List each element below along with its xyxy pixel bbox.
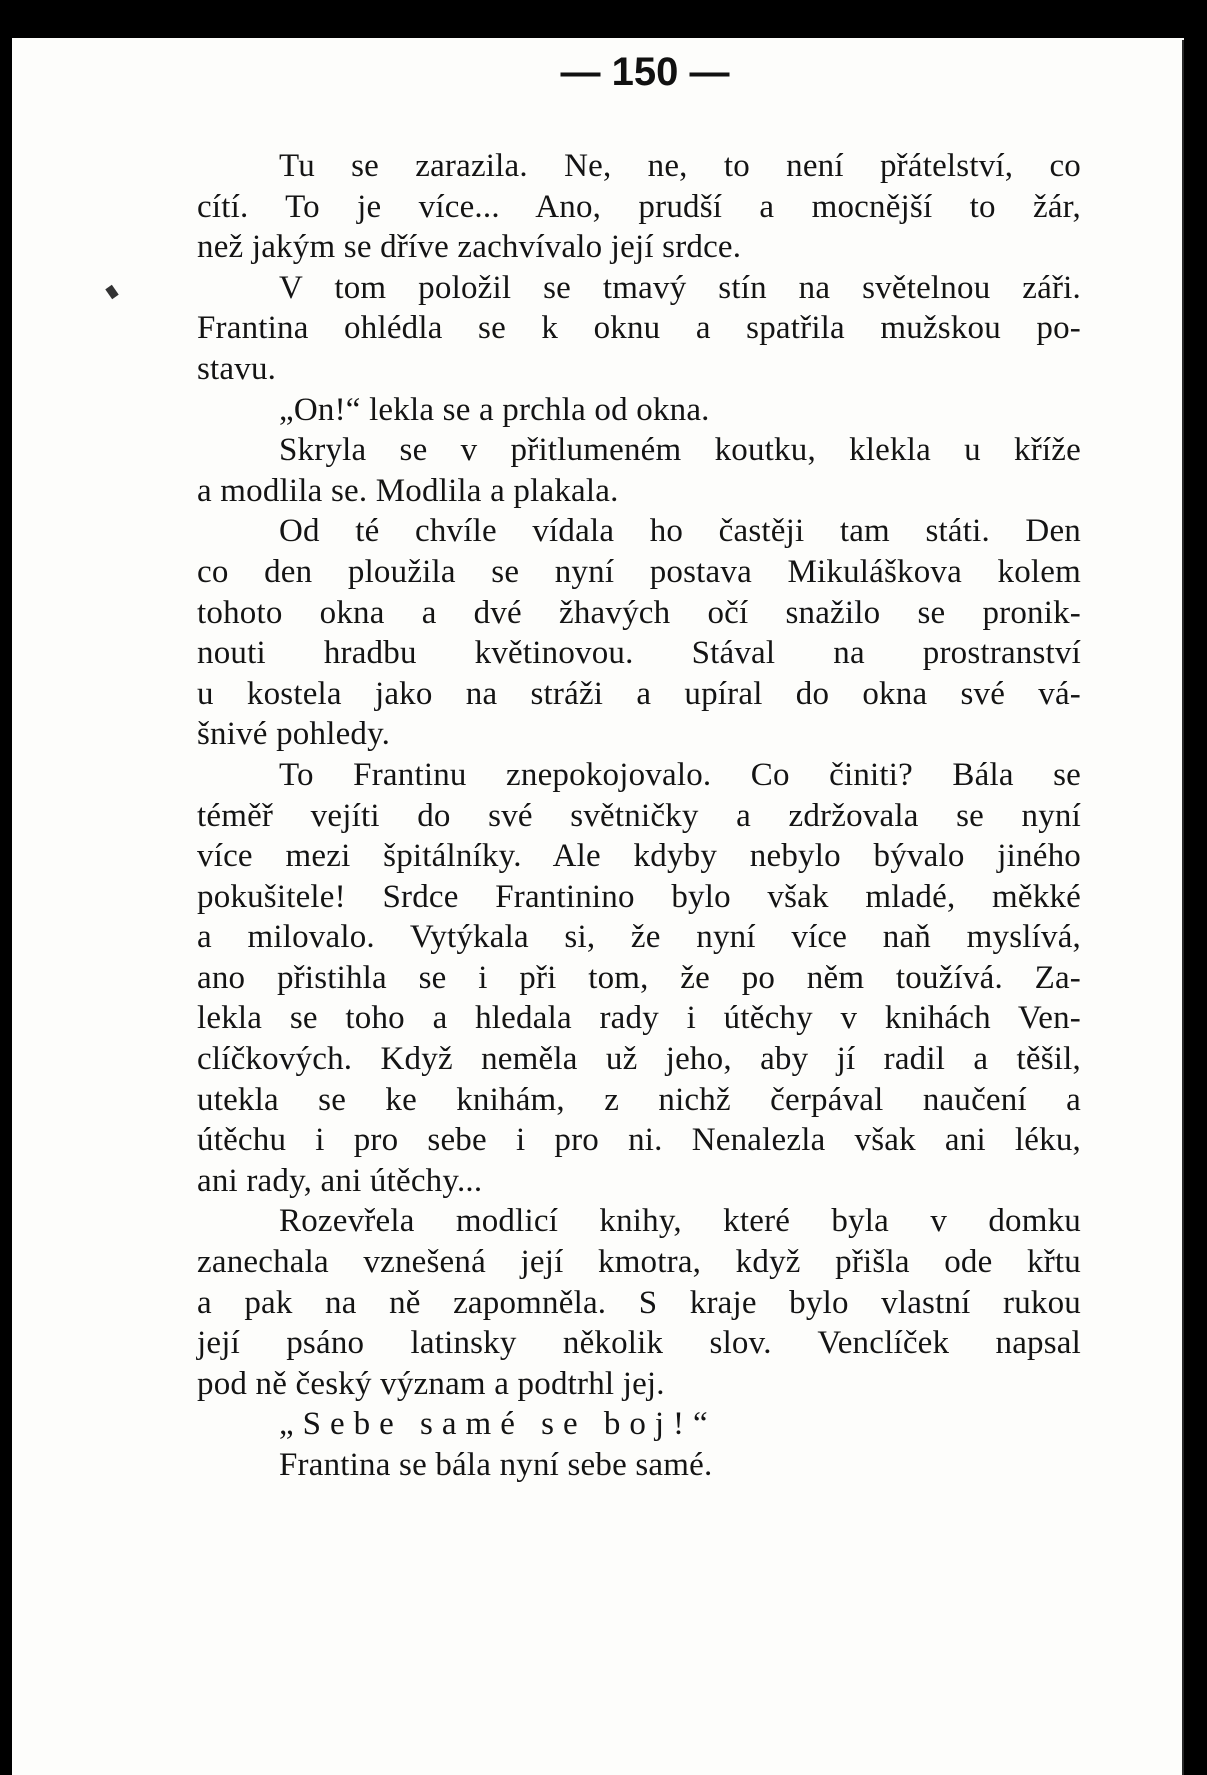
- text-line: V tom položil se tmavý stín na světelnou záři.: [279, 269, 1081, 306]
- text-line: útěchu i pro sebe i pro ni. Nenalezla však ani léku,: [197, 1122, 1081, 1159]
- text-line: pod ně český význam a podtrhl jej.: [197, 1365, 665, 1402]
- text-line: Tu se zarazila. Ne, ne, to není přátelství, co: [279, 148, 1081, 184]
- text-line: Rozevřela modlicí knihy, které byla v domku: [279, 1203, 1081, 1240]
- page-number: — 150 —: [560, 50, 730, 94]
- text-line: zanechala vznešená její kmotra, když přišla ode křtu: [197, 1244, 1081, 1281]
- text-line: tohoto okna a dvé žhavých očí snažilo se pronik-: [197, 594, 1081, 631]
- text-line: utekla se ke knihám, z nichž čerpával naučení a: [197, 1081, 1081, 1118]
- text-line: Od té chvíle vídala ho častěji tam státi. Den: [279, 513, 1081, 550]
- text-line: nouti hradbu květinovou. Stával na prostranství: [197, 635, 1081, 672]
- text-line: téměř vejíti do své světničky a zdržovala se nyní: [197, 797, 1081, 834]
- text-line: co den ploužila se nyní postava Mikuláškova kolem: [197, 553, 1081, 590]
- text-line: pokušitele! Srdce Frantinino bylo však mladé, měkké: [197, 878, 1081, 915]
- text-line: více mezi špitálníky. Ale kdyby nebylo bývalo jiného: [197, 838, 1081, 875]
- text-line: cítí. To je více... Ano, prudší a mocnější to žár,: [197, 188, 1081, 225]
- text-line: stavu.: [197, 350, 277, 387]
- text-line: Frantina se bála nyní sebe samé.: [279, 1447, 713, 1483]
- text-line: a milovalo. Vytýkala si, že nyní více naň myslívá,: [197, 919, 1081, 956]
- text-line: „Sebe samé se boj!“: [279, 1406, 717, 1443]
- text-line: a modlila se. Modlila a plakala.: [197, 472, 619, 509]
- text-line: ani rady, ani útěchy...: [197, 1162, 483, 1199]
- text-line: clíčkových. Když neměla už jeho, aby jí radil a těšil,: [197, 1041, 1081, 1078]
- text-line: Skryla se v přitlumeném koutku, klekla u kříže: [279, 432, 1081, 469]
- text-line: lekla se toho a hledala rady i útěchy v knihách Ven-: [197, 1000, 1081, 1037]
- text-line: šnivé pohledy.: [197, 716, 391, 753]
- text-line: než jakým se dříve zachvívalo její srdce.: [197, 229, 742, 266]
- text-line: a pak na ně zapomněla. S kraje bylo vlastní rukou: [197, 1284, 1081, 1321]
- scan-border-right: [1184, 0, 1207, 1775]
- text-line: To Frantinu znepokojovalo. Co činiti? Bála se: [279, 756, 1081, 793]
- text-line: ano přistihla se i při tom, že po něm toužívá. Za-: [197, 959, 1081, 996]
- body-text: [197, 146, 1081, 1486]
- text-line: „On!“ lekla se a prchla od okna.: [279, 391, 710, 428]
- text-line: její psáno latinsky několik slov. Venclíček napsal: [197, 1325, 1081, 1362]
- text-line: u kostela jako na stráži a upíral do okna své vá-: [197, 675, 1081, 712]
- text-line: Frantina ohlédla se k oknu a spatřila mužskou po-: [197, 310, 1081, 347]
